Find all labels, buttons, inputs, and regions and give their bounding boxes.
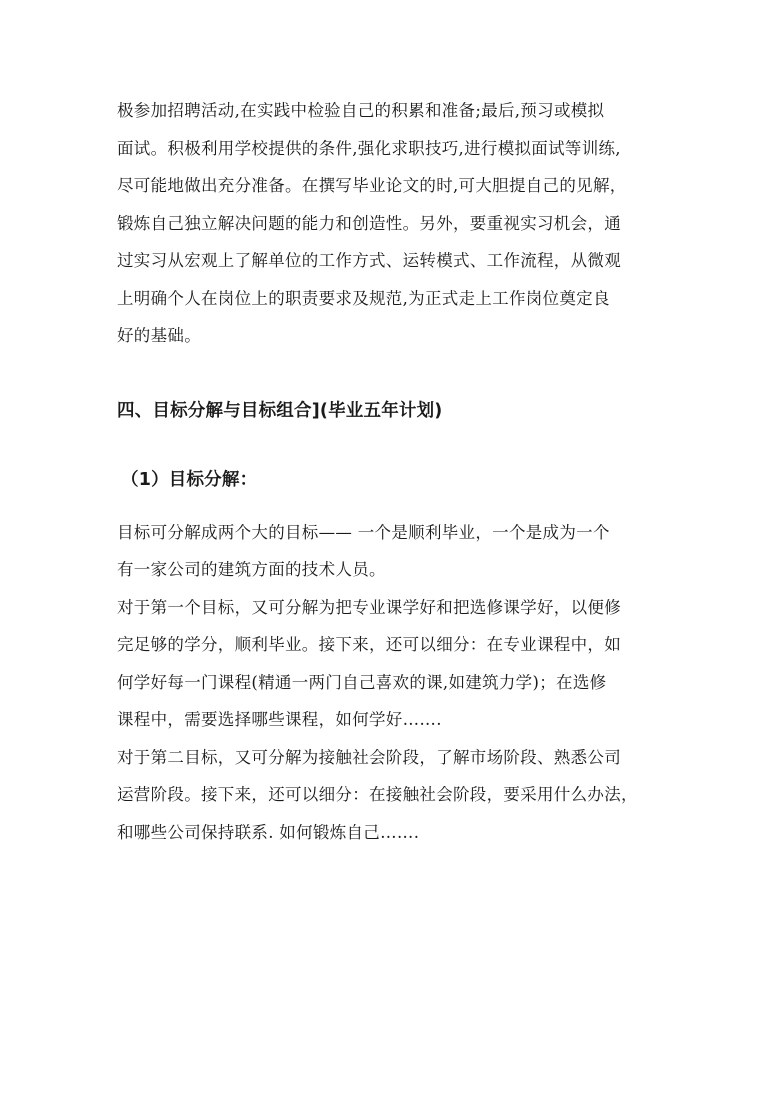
text-line: 对于第一个目标，又可分解为把专业课学好和把选修课学好，以便修	[117, 597, 621, 617]
text-line: 和哪些公司保持联系. 如何锻炼自己…….	[117, 822, 420, 842]
text-line: 面试。积极利用学校提供的条件,强化求职技巧,进行模拟面试等训练,	[117, 138, 621, 158]
text-line: 尽可能地做出充分准备。在撰写毕业论文的时,可大胆提自己的见解，	[117, 176, 627, 195]
text-line: 运营阶段。接下来，还可以细分：在接触社会阶段，要采用什么办法，	[117, 785, 638, 804]
subsection-heading: （1）目标分解：	[121, 469, 258, 490]
section-heading: 四、目标分解与目标组合](毕业五年计划)	[117, 400, 443, 421]
text-line: 极参加招聘活动,在实践中检验自己的积累和准备;最后,预习或模拟	[117, 101, 605, 120]
body-paragraph	[117, 92, 662, 355]
body-paragraph	[117, 739, 662, 852]
text-line: 对于第二目标，又可分解为接触社会阶段，了解市场阶段、熟悉公司	[117, 747, 621, 767]
text-line: 完足够的学分，顺利毕业。接下来，还可以细分：在专业课程中，如	[117, 635, 621, 654]
text-line: 目标可分解成两个大的目标—— 一个是顺利毕业，一个是成为一个	[117, 522, 610, 542]
text-line: 上明确个人在岗位上的职责要求及规范,为正式走上工作岗位奠定良	[117, 288, 610, 308]
text-line: 有一家公司的建筑方面的技术人员。	[117, 560, 386, 579]
text-line: 过实习从宏观上了解单位的工作方式、运转模式、工作流程，从微观	[117, 251, 621, 270]
text-line: 何学好每一门课程(精通一两门自己喜欢的课,如建筑力学)；在选修	[117, 672, 607, 692]
text-line: 课程中，需要选择哪些课程，如何学好…….	[117, 710, 442, 729]
text-line: 锻炼自己独立解决问题的能力和创造性。另外，要重视实习机会，通	[117, 213, 621, 233]
document-page	[117, 92, 662, 851]
body-paragraph	[117, 589, 662, 739]
text-line: 好的基础。	[117, 326, 201, 345]
body-paragraph	[117, 514, 662, 589]
